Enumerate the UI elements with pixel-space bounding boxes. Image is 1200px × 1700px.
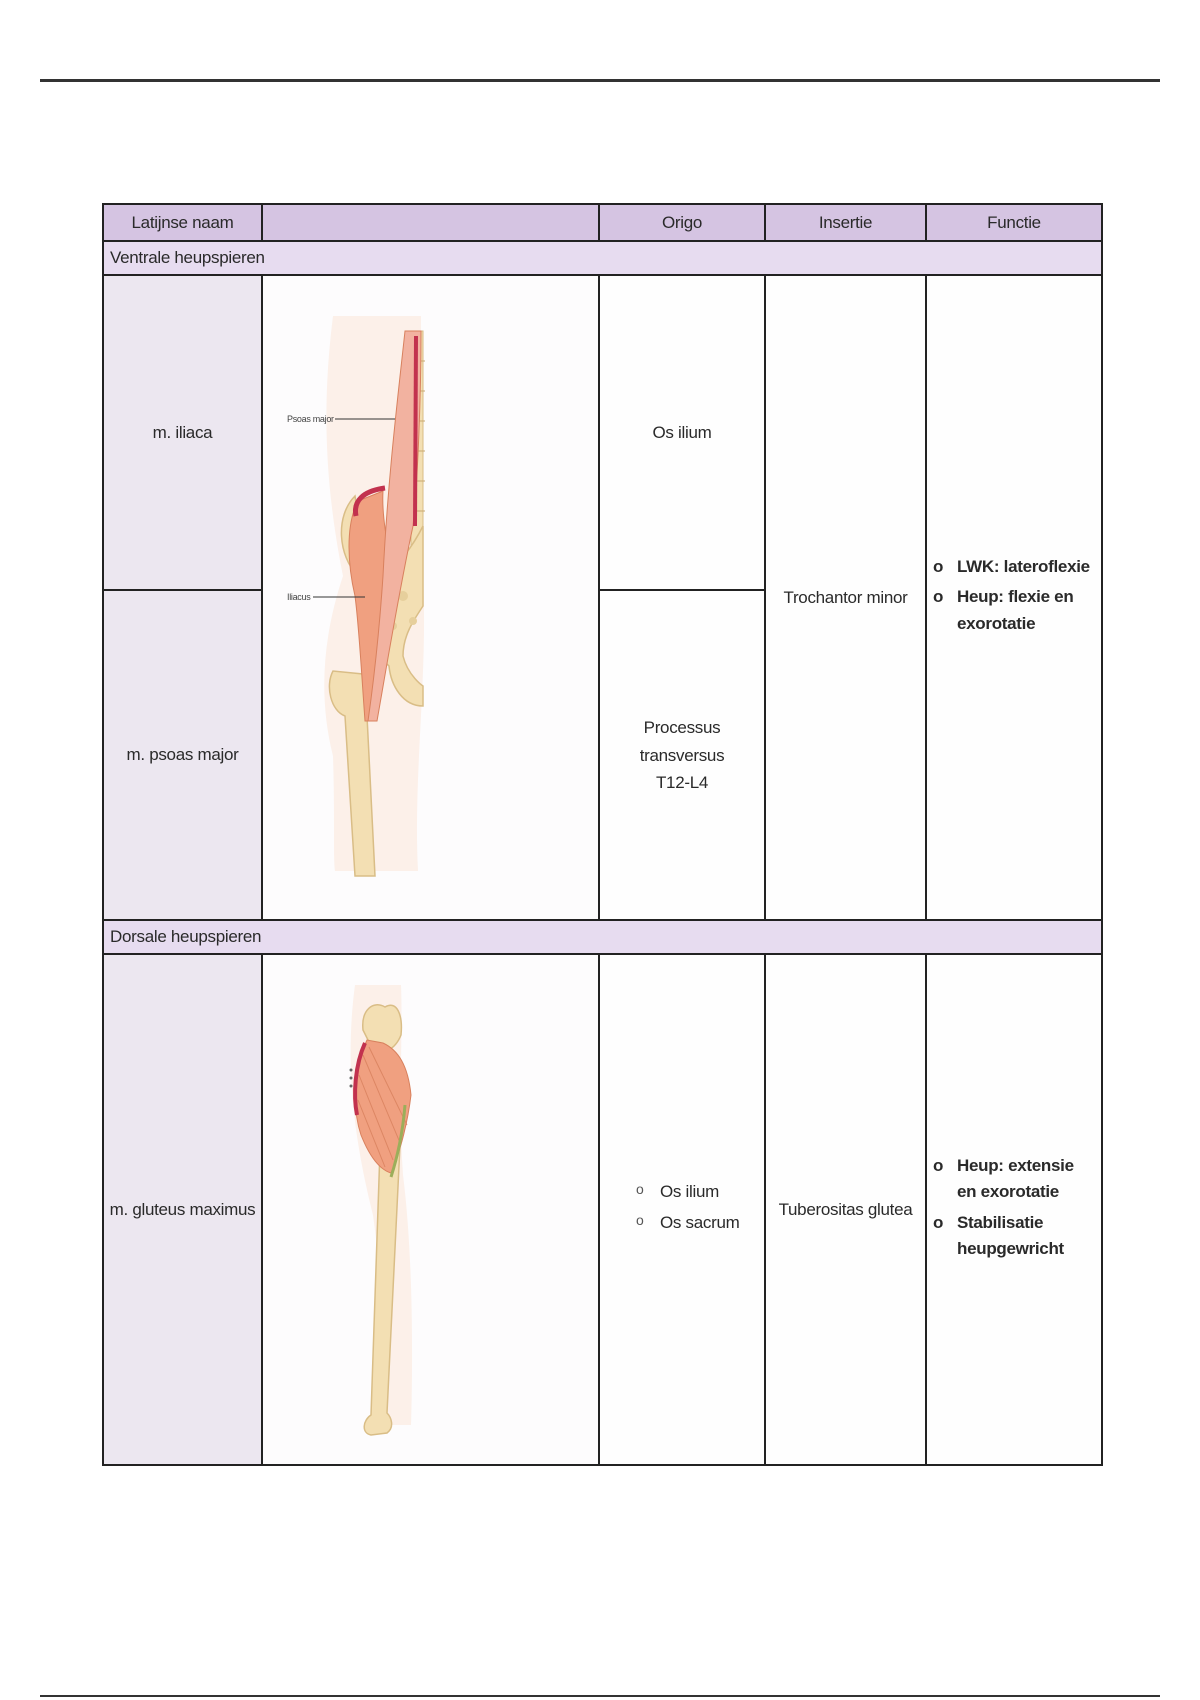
muscle-table <box>102 203 1103 1466</box>
list-item: o Stabilisatie heupgewricht <box>933 1212 1064 1258</box>
iliopsoas-illustration <box>263 276 596 914</box>
functie-gluteus <box>926 954 1102 1465</box>
header-insertie: Insertie <box>765 204 926 241</box>
latin-name-psoas: m. psoas major <box>103 590 262 920</box>
functie-list-ventral <box>927 554 1101 637</box>
label-iliacus: Iliacus <box>287 592 311 602</box>
section-row-dorsal <box>103 920 1102 954</box>
insertie-gluteus: Tuberositas glutea <box>765 954 926 1465</box>
section-title-dorsal: Dorsale heupspieren <box>103 920 1102 954</box>
header-latin: Latijnse naam <box>103 204 262 241</box>
label-psoas-major: Psoas major <box>287 414 334 424</box>
latin-name-gluteus: m. gluteus maximus <box>103 954 262 1465</box>
insertie-ventral: Trochantor minor <box>765 275 926 920</box>
origo-gluteus <box>599 954 765 1465</box>
list-item: o Heup: flexie en exorotatie <box>933 587 1074 633</box>
illustration-dorsal <box>262 954 599 1465</box>
table-header-row <box>103 204 1102 241</box>
table-row-gluteus <box>103 954 1102 1465</box>
header-functie: Functie <box>926 204 1102 241</box>
list-item: o Os ilium <box>636 1181 719 1202</box>
header-rule <box>40 79 1160 82</box>
latin-name-iliaca: m. iliaca <box>103 275 262 590</box>
section-row-ventral <box>103 241 1102 275</box>
footer-rule <box>40 1695 1160 1697</box>
gluteus-illustration <box>263 955 596 1459</box>
list-item: o LWK: lateroflexie <box>933 556 1090 576</box>
functie-list-gluteus <box>927 1153 1101 1262</box>
table-row-iliaca <box>103 275 1102 590</box>
origo-iliaca: Os ilium <box>599 275 765 590</box>
list-item: o Os sacrum <box>636 1211 740 1232</box>
origo-list-gluteus <box>600 1179 764 1236</box>
origo-psoas: Processus transversus T12-L4 <box>599 590 765 920</box>
illustration-ventral <box>262 275 599 920</box>
section-title-ventral: Ventrale heupspieren <box>103 241 1102 275</box>
header-origo: Origo <box>599 204 765 241</box>
functie-ventral <box>926 275 1102 920</box>
header-image <box>262 204 599 241</box>
list-item: o Heup: extensie en exorotatie <box>933 1155 1074 1202</box>
